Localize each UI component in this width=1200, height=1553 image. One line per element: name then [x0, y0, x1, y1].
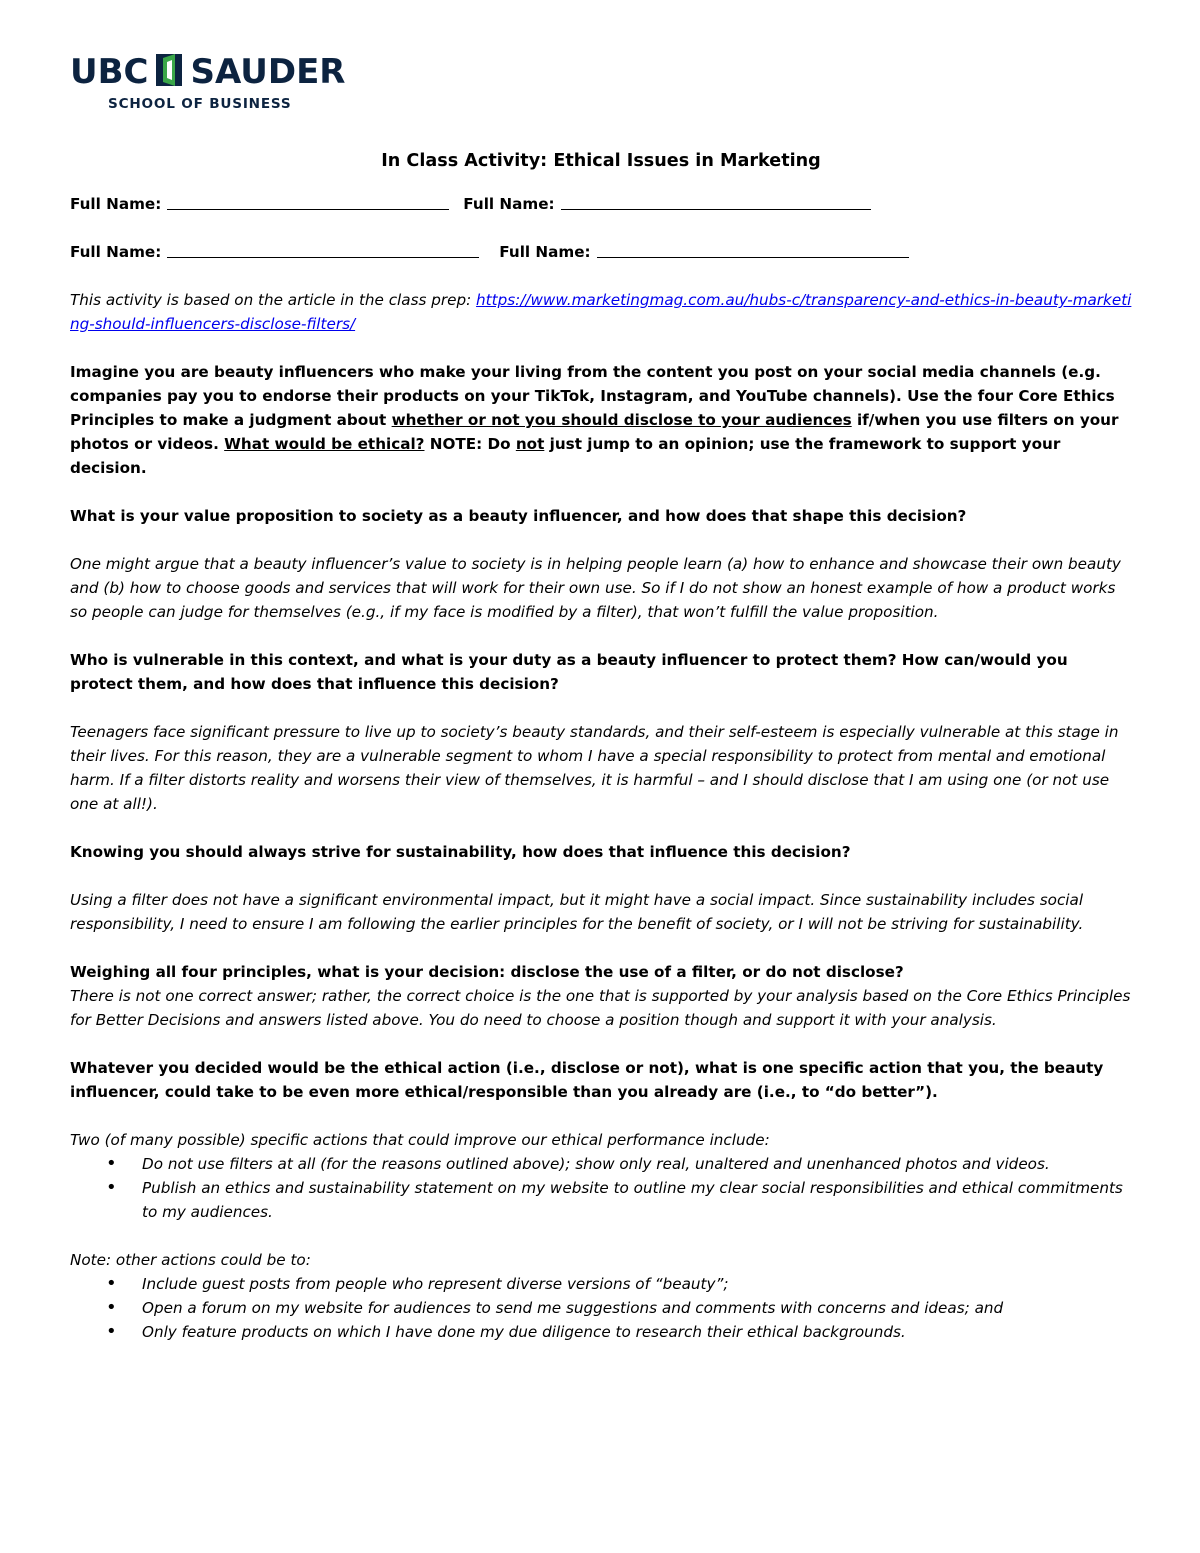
- name-label: Full Name:: [463, 195, 555, 213]
- prompt-text: if/when you use filters on your photos or videos.: [70, 411, 1119, 453]
- prompt-text: just jump to an opinion; use the framework to support your decision.: [70, 435, 1061, 477]
- names-row-2: [70, 240, 1132, 264]
- logo-ubc-text: UBC: [70, 52, 149, 92]
- prompt-underline: whether or not you should disclose to your audiences: [391, 411, 852, 429]
- question-1: What is your value proposition to society as a beauty influencer, and how does that shape this decision?: [70, 507, 967, 525]
- actions-list: [70, 1152, 1132, 1224]
- name-field-4[interactable]: [499, 240, 908, 264]
- name-blank[interactable]: [561, 192, 871, 210]
- prompt-underline: not: [515, 435, 545, 453]
- answer-5-intro: Two (of many possible) specific actions that could improve our ethical performance include:: [70, 1131, 770, 1149]
- names-row-1: [70, 192, 1132, 216]
- prompt-underline: What would be ethical?: [224, 435, 425, 453]
- name-field-1[interactable]: [70, 192, 449, 216]
- name-blank[interactable]: [167, 192, 449, 210]
- intro-paragraph: [70, 288, 1132, 336]
- note-intro: Note: other actions could be to:: [70, 1251, 311, 1269]
- note-list: [70, 1272, 1132, 1344]
- name-label: Full Name:: [499, 243, 591, 261]
- article-link[interactable]: https://www.marketingmag.com.au/hubs-c/transparency-and-ethics-in-beauty-marketing-should-influencers-disclose-filters/: [70, 291, 1132, 333]
- name-field-3[interactable]: [70, 240, 479, 264]
- list-item: • Only feature products on which I have done my due diligence to research their ethical backgrounds.: [142, 1320, 1132, 1344]
- question-2: Who is vulnerable in this context, and what is your duty as a beauty influencer to protect them? How can/would you protect them, and how does that influence this decision?: [70, 651, 1068, 693]
- logo-sauder-text: SAUDER: [190, 52, 346, 92]
- logo-shield-icon: [154, 52, 184, 92]
- answer-2: Teenagers face significant pressure to live up to society’s beauty standards, and their self-esteem is especially vulnerable at this stage in their lives. For this reason, they are a vulnerable segment to whom I have a special responsibility to protect from mental and emotional harm. If a filter distorts reality and worsens their view of themselves, it is harmful – and I should disclose that I am using one (or not use one at all!).: [70, 723, 1119, 813]
- name-label: Full Name:: [70, 243, 162, 261]
- answer-1: One might argue that a beauty influencer’s value to society is in helping people learn (a) how to enhance and showcase their own beauty and (b) how to choose goods and services that will work for their own use. So if I do not show an honest example of how a product works so people can judge for themselves (e.g., if my face is modified by a filter), that won’t fulfill the value proposition.: [70, 555, 1121, 621]
- list-item: • Publish an ethics and sustainability statement on my website to outline my clear social responsibilities and ethical commitments to my audiences.: [142, 1176, 1132, 1224]
- intro-prefix: This activity is based on the article in the class prep:: [70, 291, 477, 309]
- name-field-2[interactable]: [463, 192, 870, 216]
- activity-prompt: [70, 360, 1132, 480]
- document-body: [70, 148, 1132, 1344]
- question-5: Whatever you decided would be the ethical action (i.e., disclose or not), what is one specific action that you, the beauty influencer, could take to be even more ethical/responsible than you already are (i.e., to “do better”).: [70, 1059, 1104, 1101]
- question-4: Weighing all four principles, what is your decision: disclose the use of a filter, or do not disclose?: [70, 963, 904, 981]
- name-label: Full Name:: [70, 195, 162, 213]
- list-item: • Do not use filters at all (for the reasons outlined above); show only real, unaltered and unenhanced photos and videos.: [142, 1152, 1132, 1176]
- list-item: • Include guest posts from people who represent diverse versions of “beauty”;: [142, 1272, 1132, 1296]
- ubc-sauder-logo: [70, 52, 360, 114]
- logo-subtitle: SCHOOL OF BUSINESS: [108, 96, 292, 112]
- answer-3: Using a filter does not have a significant environmental impact, but it might have a social impact. Since sustainability includes social responsibility, I need to ensure I am following the earlier principles for the benefit of society, or I will not be striving for sustainability.: [70, 891, 1084, 933]
- list-item: • Open a forum on my website for audiences to send me suggestions and comments with concerns and ideas; and: [142, 1296, 1132, 1320]
- answer-4: There is not one correct answer; rather, the correct choice is the one that is supported by your analysis based on the Core Ethics Principles for Better Decisions and answers listed above. You do need to choose a position though and support it with your analysis.: [70, 987, 1131, 1029]
- question-3: Knowing you should always strive for sustainability, how does that influence this decision?: [70, 843, 851, 861]
- name-blank[interactable]: [597, 240, 909, 258]
- prompt-text: Imagine you are beauty influencers who make your living from the content you post on your social media channels (e.g. companies pay you to endorse their products on your TikTok, Instagram, and YouTube channels). Use the four Core Ethics Principles to make a judgment about: [70, 363, 1115, 429]
- prompt-text: NOTE: Do: [424, 435, 516, 453]
- name-blank[interactable]: [167, 240, 479, 258]
- page-title: In Class Activity: Ethical Issues in Marketing: [381, 151, 821, 171]
